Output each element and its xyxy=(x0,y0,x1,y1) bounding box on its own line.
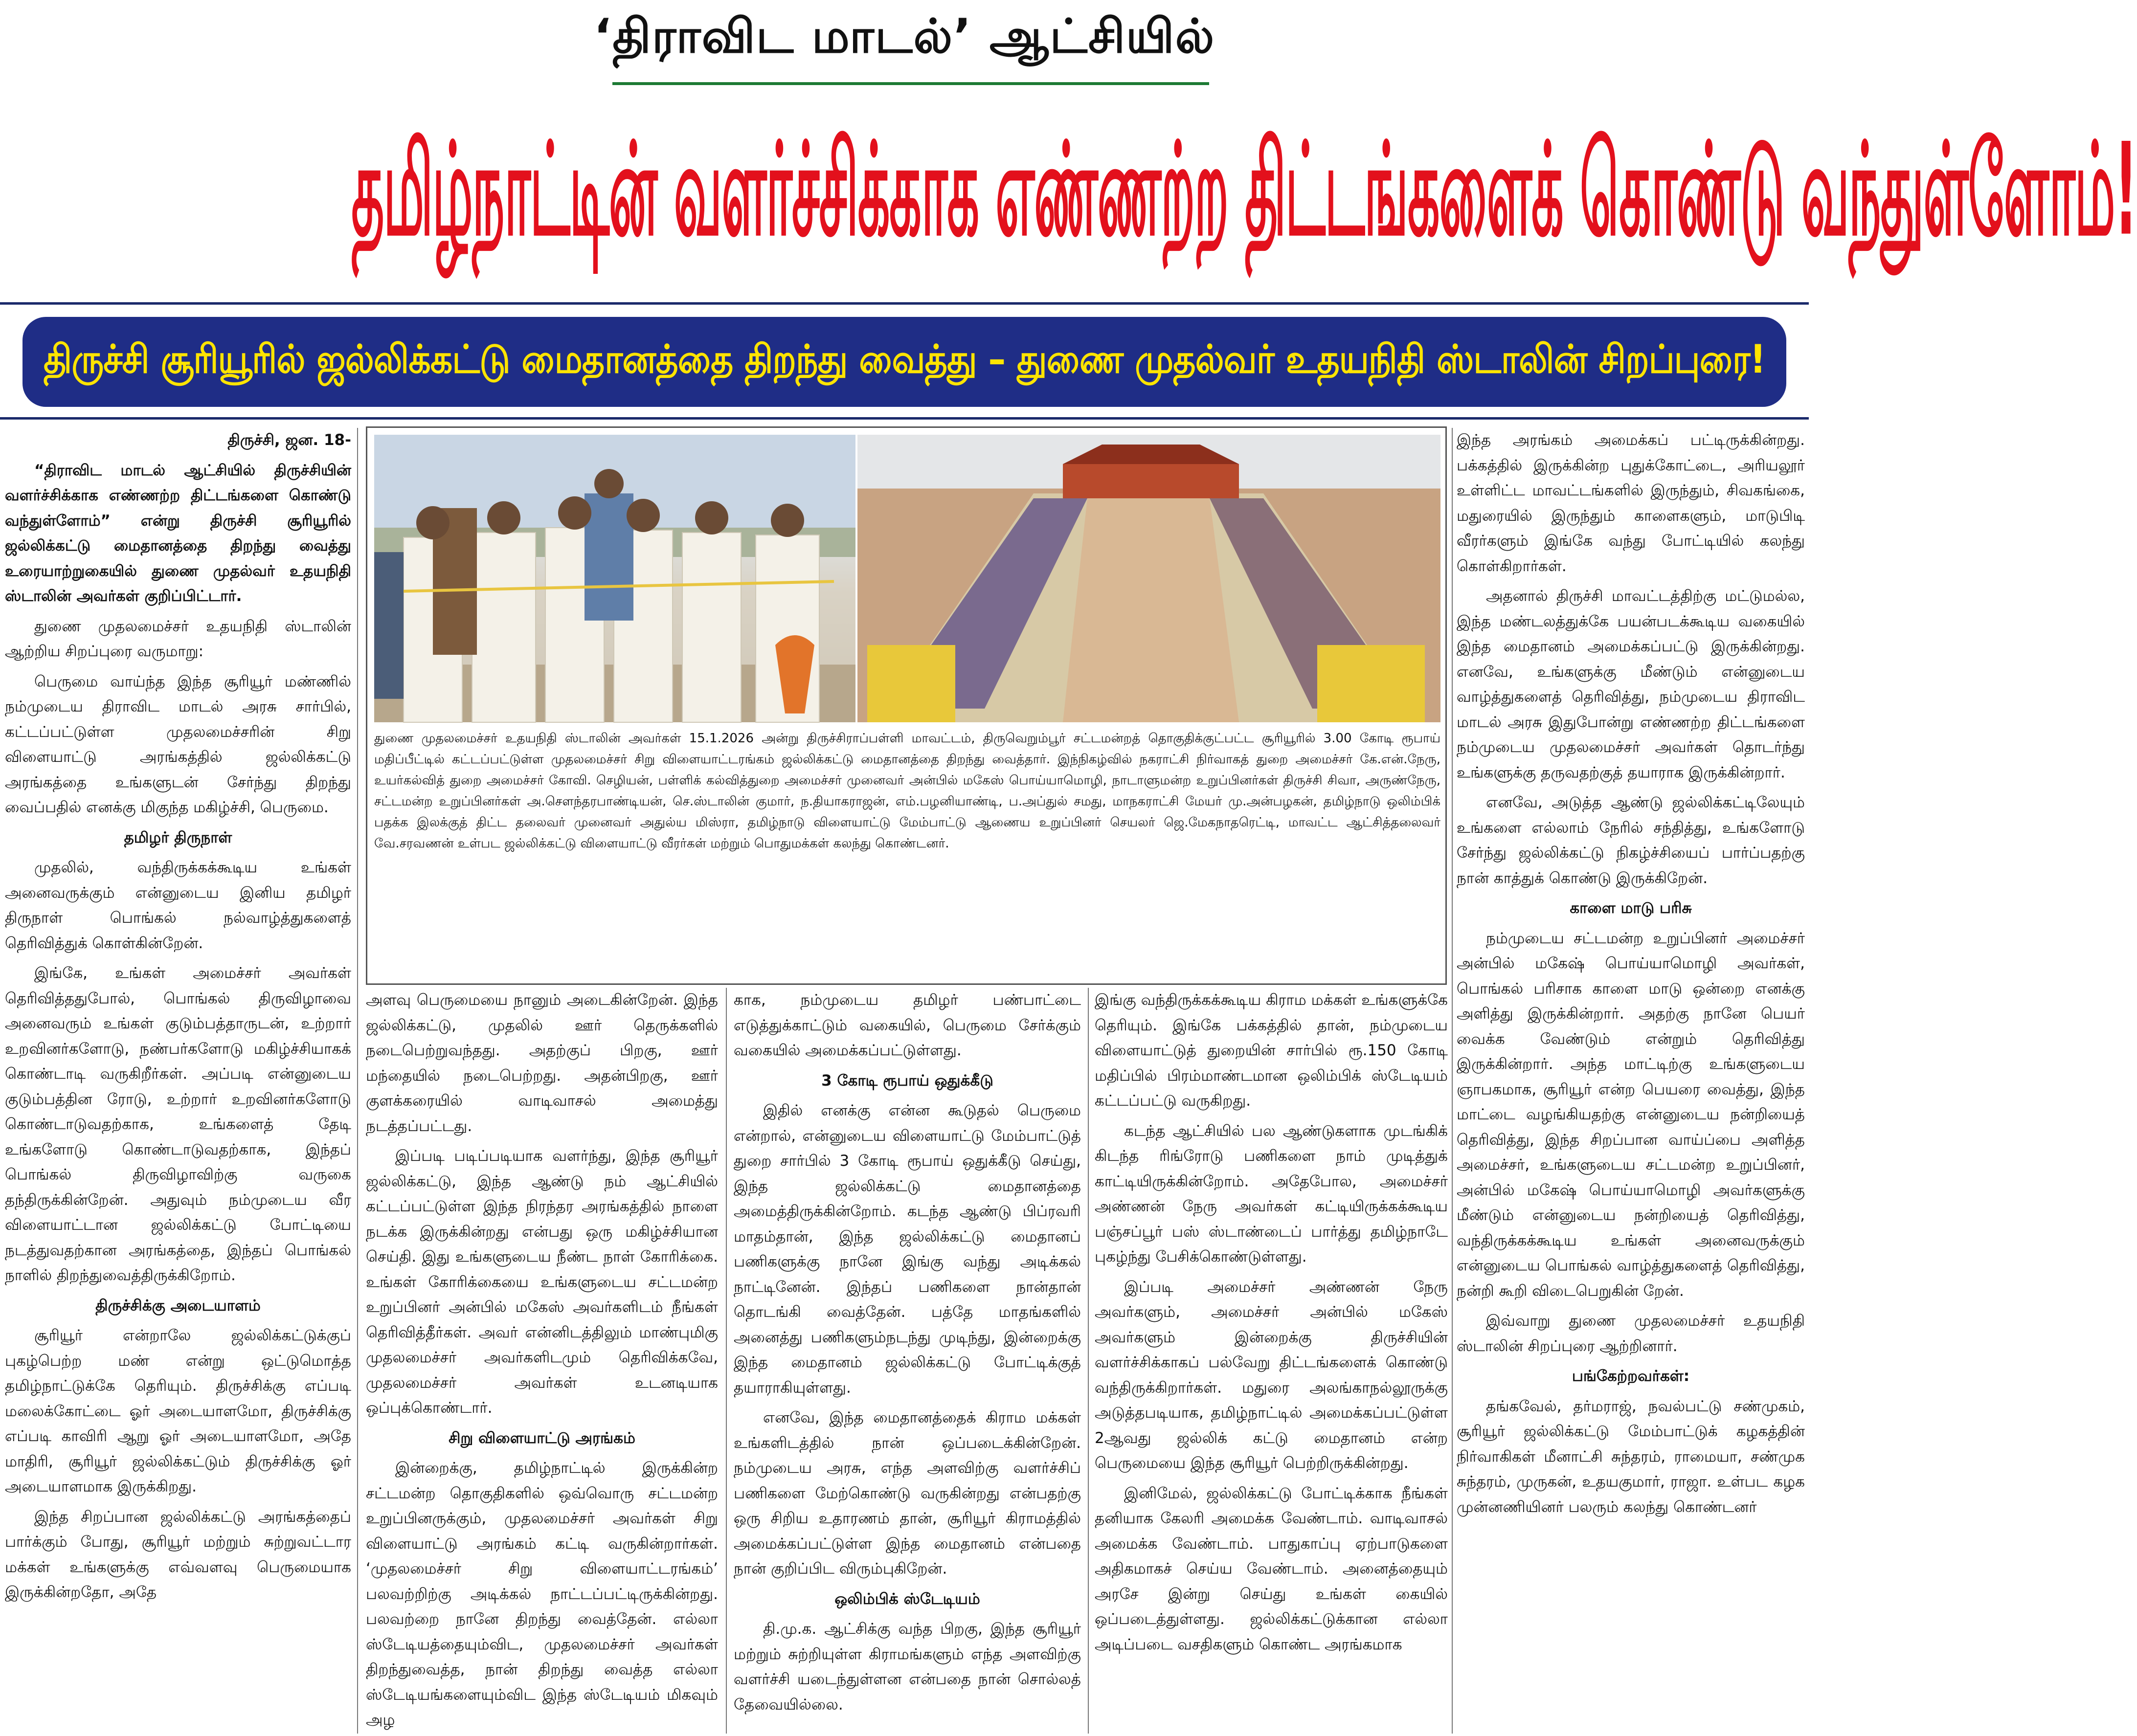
paragraph: இங்கு வந்திருக்கக்கூடிய கிராம மக்கள் உங்களுக்கே தெரியும். இங்கே பக்கத்தில் தான், நம்முடைய விளையாட்டுத் துறையின் சார்பில் ரூ.150 கோடி மதிப்பில் பிரம்மாண்டமான ஒலிம்பிக் ஸ்டேடியம் கட்டப்பட்டு வருகிறது. xyxy=(1095,991,1448,1110)
lead-paragraph: “திராவிட மாடல் ஆட்சியில் திருச்சியின் வளர்ச்சிக்காக எண்ணற்ற திட்டங்களை கொண்டு வந்துள்ளோம்” என்று திருச்சி சூரியூரில் ஜல்லிக்கட்டு மைதானத்தை திறந்து வைத்து உரையாற்றுகையில் துணை முதல்வர் உதயநிதி ஸ்டாலின் அவர்கள் குறிப்பிட்டார். xyxy=(5,461,351,605)
paragraph: தங்கவேல், தர்மராஜ், நவல்பட்டு சண்முகம், சூரியூர் ஜல்லிக்கட்டு மேம்பாட்டுக் கழகத்தின் நிர்வாகிகள் மீனாட்சி சுந்தரம், ராமையா, சண்முக சுந்தரம், முருகன், உதயகுமார், ராஜா. உள்பட கழக முன்னணியினர் பலரும் கலந்து கொண்டனர் xyxy=(1457,1397,1805,1516)
paragraph: துணை முதலமைச்சர் உதயநிதி ஸ்டாலின் ஆற்றிய சிறப்புரை வருமாறு: xyxy=(5,617,351,660)
stadium-aerial-illustration xyxy=(857,435,1440,722)
paragraph: தி.மு.க. ஆட்சிக்கு வந்த பிறகு, இந்த சூரியூர் மற்றும் சுற்றியுள்ள கிராமங்களும் எந்த அளவிற்கு வளர்ச்சி யடைந்துள்ளன என்பதை நான் சொல்லத் தேவையில்லை. xyxy=(734,1620,1081,1714)
kicker-title: ‘திராவிட மாடல்’ ஆட்சியில் xyxy=(593,9,1215,64)
photo-block xyxy=(366,426,1447,985)
subheading: ஒலிம்பிக் ஸ்டேடியம் xyxy=(834,1590,980,1608)
paragraph: இன்றைக்கு, தமிழ்நாட்டில் இருக்கின்ற சட்டமன்ற தொகுதிகளில் ஒவ்வொரு சட்டமன்ற உறுப்பினருக்கும், முதலமைச்சர் அவர்கள் சிறு விளையாட்டு அரங்கம் கட்டி வருகின்றார்கள். ‘முதலமைச்சர் சிறு விளையாட்டரங்கம்’ பலவற்றிற்கு அடிக்கல் நாட்டப்பட்டிருக்கின்றது. பலவற்றை நானே திறந்து வைத்தேன். எல்லா ஸ்டேடியத்தையும்விட, முதலமைச்சர் அவர்கள் திறந்துவைத்த, நான் திறந்து வைத்த எல்லா ஸ்டேடியங்களையும்விட இந்த ஸ்டேடியம் மிகவும் அழ xyxy=(366,1459,718,1729)
dateline: திருச்சி, ஜன. 18- xyxy=(227,431,351,449)
article-column-1 xyxy=(5,428,351,1734)
paragraph: பெருமை வாய்ந்த இந்த சூரியூர் மண்ணில் நம்முடைய திராவிட மாடல் அரசு சார்பில், கட்டப்பட்டுள்ள முதலமைச்சரின் சிறு விளையாட்டு அரங்கத்தில் ஜல்லிக்கட்டு அரங்கத்தை உங்களுடன் சேர்ந்து திறந்து வைப்பதில் எனக்கு மிகுந்த மகிழ்ச்சி, பெருமை. xyxy=(5,672,351,816)
inauguration-photo xyxy=(374,435,855,722)
article-column-4 xyxy=(1095,988,1448,1734)
paragraph: இனிமேல், ஜல்லிக்கட்டு போட்டிக்காக நீங்கள் தனியாக கேலரி அமைக்க வேண்டாம். வாடிவாசல் அமைக்க வேண்டாம். பாதுகாப்பு ஏற்பாடுகளை அதிகமாகச் செய்ய வேண்டாம். அனைத்தையும் அரசே இன்று செய்து உங்கள் கையில் ஒப்படைத்துள்ளது. ஜல்லிக்கட்டுக்கான எல்லா அடிப்படை வசதிகளும் கொண்ட அரங்கமாக xyxy=(1095,1484,1448,1653)
paragraph: கடந்த ஆட்சியில் பல ஆண்டுகளாக முடங்கிக் கிடந்த ரிங்ரோடு பணிகளை நாம் முடித்துக் காட்டியிருக்கின்றோம். அதேபோல, அமைச்சர் அண்ணன் நேரு அவர்கள் கட்டியிருக்கக்கூடிய பஞ்சப்பூர் பஸ் ஸ்டாண்டைப் பார்த்து தமிழ்நாடே புகழ்ந்து பேசிக்கொண்டுள்ளது. xyxy=(1095,1122,1448,1266)
subheading: காளை மாடு பரிசு xyxy=(1570,899,1692,917)
paragraph: இந்த அரங்கம் அமைக்கப் பட்டிருக்கின்றது. பக்கத்தில் இருக்கின்ற புதுக்கோட்டை, அரியலூர் உள்ளிட்ட மாவட்டங்களில் இருந்தும், சிவகங்கை, மதுரையில் இருந்தும் காளைகளும், மாடுபிடி வீரர்களும் இங்கே வந்து போட்டியில் கலந்து கொள்கிறார்கள். xyxy=(1457,431,1805,575)
paragraph: சூரியூர் என்றாலே ஜல்லிக்கட்டுக்குப் புகழ்பெற்ற மண் என்று ஒட்டுமொத்த தமிழ்நாட்டுக்கே தெரியும். திருச்சிக்கு எப்படி மலைக்கோட்டை ஓர் அடையாளமோ, திருச்சிக்கு எப்படி காவிரி ஆறு ஓர் அடையாளமோ, அதே மாதிரி, சூரியூர் ஜல்லிக்கட்டும் திருச்சிக்கு ஓர் அடையாளமாக இருக்கிறது. xyxy=(5,1327,351,1495)
paragraph: நம்முடைய சட்டமன்ற உறுப்பினர் அமைச்சர் அன்பில் மகேஷ் பொய்யாமொழி அவர்கள், பொங்கல் பரிசாக காளை மாடு ஒன்றை எனக்கு அளித்து இருக்கின்றார். அதற்கு நானே பெயர் வைக்க வேண்டும் என்றும் தெரிவித்து இருக்கின்றார். அந்த மாட்டிற்கு உங்களுடைய ஞாபகமாக, சூரியூர் என்ற பெயரை வைத்து, இந்த மாட்டை வழங்கியதற்கு என்னுடைய நன்றியைத் தெரிவித்து, இந்த சிறப்பான வாய்ப்பை அளித்த அமைச்சர், உங்களுடைய சட்டமன்ற உறுப்பினர், அன்பில் மகேஷ் பொய்யாமொழி அவர்களுக்கு மீண்டும் என்னுடைய நன்றியைத் தெரிவித்து, வந்திருக்கக்கூடிய உங்கள் அனைவருக்கும் என்னுடைய பொங்கல் வாழ்த்துகளைத் தெரிவித்து, நன்றி கூறி விடைபெறுகின் றேன். xyxy=(1457,929,1805,1300)
deck-banner xyxy=(22,317,1786,407)
paragraph: இப்படி படிப்படியாக வளர்ந்து, இந்த சூரியூர் ஜல்லிக்கட்டு, இந்த ஆண்டு நம் ஆட்சியில் கட்டப்பட்டுள்ள இந்த நிரந்தர அரங்கத்தில் நாளை நடக்க இருக்கின்றது என்பது ஒரு மகிழ்ச்சியான செய்தி. இது உங்களுடைய நீண்ட நாள் கோரிக்கை. உங்கள் கோரிக்கையை உங்களுடைய சட்டமன்ற உறுப்பினர் அன்பில் மகேஸ் அவர்களிடம் நீங்கள் தெரிவித்தீர்கள். அவர் என்னிடத்திலும் மாண்புமிகு முதலமைச்சர் அவர்களிடமும் தெரிவிக்கவே, முதலமைச்சர் அவர்கள் உடனடியாக ஒப்புக்கொண்டார். xyxy=(366,1147,718,1417)
paragraph: எனவே, அடுத்த ஆண்டு ஜல்லிக்கட்டிலேயும் உங்களை எல்லாம் நேரில் சந்தித்து, உங்களோடு சேர்ந்து ஜல்லிக்கட்டு நிகழ்ச்சியைப் பார்ப்பதற்கு நான் காத்துக் கொண்டு இருக்கிறேன். xyxy=(1457,794,1805,887)
kicker-underline xyxy=(612,82,1209,85)
article-column-3 xyxy=(734,988,1081,1734)
paragraph: இந்த சிறப்பான ஜல்லிக்கட்டு அரங்கத்தைப் பார்க்கும் போது, சூரியூர் மற்றும் சுற்றுவட்டார மக்கள் உங்களுக்கு எவ்வளவு பெருமையாக இருக்கின்றதோ, அதே xyxy=(5,1508,351,1601)
main-headline: தமிழ்நாட்டின் வளர்ச்சிக்காக எண்ணற்ற திட்டங்களைக் கொண்டு வந்துள்ளோம்! xyxy=(351,115,2137,264)
paragraph: இங்கே, உங்கள் அமைச்சர் அவர்கள் தெரிவித்ததுபோல், பொங்கல் திருவிழாவை அனைவரும் உங்கள் குடும்பத்தாருடன், உற்றார் உறவினர்களோடு, நண்பர்களோடு மகிழ்ச்சியாகக் கொண்டாடி வருகிறீர்கள். அப்படி என்னுடைய குடும்பத்தின ரோடு, உற்றார் உறவினர்களோடு கொண்டாடுவதற்காக, உங்களைத் தேடி உங்களோடு கொண்டாடுவதற்காக, இந்தப் பொங்கல் திருவிழாவிற்கு வருகை தந்திருக்கின்றேன். அதுவும் நம்முடைய வீர விளையாட்டான ஜல்லிக்கட்டு போட்டியை நடத்துவதற்கான அரங்கத்தை, இந்தப் பொங்கல் நாளில் திறந்துவைத்திருக்கிறோம். xyxy=(5,964,351,1284)
paragraph: எனவே, இந்த மைதானத்தைக் கிராம மக்கள் உங்களிடத்தில் நான் ஒப்படைக்கின்றேன். நம்முடைய அரசு, எந்த அளவிற்கு வளர்ச்சிப் பணிகளை மேற்கொண்டு வருகின்றது என்பதற்கு ஒரு சிறிய உதாரணம் தான், சூரியூர் கிராமத்தில் அமைக்கப்பட்டுள்ள இந்த மைதானம் என்பதை நான் குறிப்பிட விரும்புகிறேன். xyxy=(734,1409,1081,1578)
paragraph: அதனால் திருச்சி மாவட்டத்திற்கு மட்டுமல்ல, இந்த மண்டலத்துக்கே பயன்படக்கூடிய வகையில் இந்த மைதானம் அமைக்கப்பட்டு இருக்கின்றது. எனவே, உங்களுக்கு மீண்டும் என்னுடைய வாழ்த்துகளைத் தெரிவித்து, நம்முடைய திராவிட மாடல் அரசு இதுபோன்று எண்ணற்ற திட்டங்களை நம்முடைய முதலமைச்சர் அவர்கள் தொடர்ந்து உங்களுக்கு தருவதற்குத் தயாராக இருக்கின்றார். xyxy=(1457,587,1805,781)
paragraph: அளவு பெருமையை நானும் அடைகின்றேன். இந்த ஜல்லிக்கட்டு, முதலில் ஊர் தெருக்களில் நடைபெற்றுவந்தது. அதற்குப் பிறகு, ஊர் மந்தையில் நடைபெற்றது. அதன்பிறகு, ஊர் குளக்கரையில் வாடிவாசல் அமைத்து நடத்தப்பட்டது. xyxy=(366,991,718,1135)
subheading: தமிழர் திருநாள் xyxy=(124,828,232,846)
column-rule xyxy=(357,428,358,1734)
subheading: திருச்சிக்கு அடையாளம் xyxy=(95,1296,261,1314)
subheading: சிறு விளையாட்டு அரங்கம் xyxy=(449,1429,635,1447)
inauguration-photo-illustration xyxy=(374,435,855,722)
article-column-2 xyxy=(366,988,718,1734)
paragraph: இவ்வாறு துணை முதலமைச்சர் உதயநிதி ஸ்டாலின் சிறப்புரை ஆற்றினார். xyxy=(1457,1312,1805,1355)
column-rule xyxy=(1088,988,1089,1734)
paragraph: இதில் எனக்கு என்ன கூடுதல் பெருமை என்றால், என்னுடைய விளையாட்டு மேம்பாட்டுத் துறை சார்பில் 3 கோடி ரூபாய் ஒதுக்கீடு செய்து, இந்த ஜல்லிக்கட்டு மைதானத்தை அமைத்திருக்கின்றோம். கடந்த ஆண்டு பிப்ரவரி மாதம்தான், இந்த ஜல்லிக்கட்டு மைதானப் பணிகளுக்கு நானே இங்கு வந்து அடிக்கல் நாட்டினேன். இந்தப் பணிகளை நான்தான் தொடங்கி வைத்தேன். பத்தே மாதங்களில் அனைத்து பணிகளும்நடந்து முடிந்து, இன்றைக்கு இந்த மைதானம் ஜல்லிக்கட்டு போட்டிக்குத் தயாராகியுள்ளது. xyxy=(734,1102,1081,1397)
paragraph: காக, நம்முடைய தமிழர் பண்பாட்டை எடுத்துக்காட்டும் வகையில், பெருமை சேர்க்கும் வகையில் அமைக்கப்பட்டுள்ளது. xyxy=(734,991,1081,1059)
paragraph: முதலில், வந்திருக்கக்கூடிய உங்கள் அனைவருக்கும் என்னுடைய இனிய தமிழர் திருநாள் பொங்கல் நல்வாழ்த்துகளைத் தெரிவித்துக் கொள்கின்றேன். xyxy=(5,859,351,952)
article-column-5 xyxy=(1457,428,1805,1734)
paragraph: இப்படி அமைச்சர் அண்ணன் நேரு அவர்களும், அமைச்சர் அன்பில் மகேஸ் அவர்களும் இன்றைக்கு திருச்சியின் வளர்ச்சிக்காகப் பல்வேறு திட்டங்களைக் கொண்டு வந்திருக்கிறார்கள். மதுரை அலங்காநல்லூருக்கு அடுத்தபடியாக, தமிழ்நாட்டில் அமைக்கப்பட்டுள்ள 2ஆவது ஜல்லிக் கட்டு மைதானம் என்ற பெருமையை இந்த சூரியூர் பெற்றிருக்கின்றது. xyxy=(1095,1278,1448,1472)
photo-caption: துணை முதலமைச்சர் உதயநிதி ஸ்டாலின் அவர்கள் 15.1.2026 அன்று திருச்சிராப்பள்ளி மாவட்டம், திருவெறும்பூர் சட்டமன்றத் தொகுதிக்குட்பட்ட சூரியூரில் 3.00 கோடி ரூபாய் மதிப்பீட்டில் கட்டப்பட்டுள்ள முதலமைச்சர் சிறு விளையாட்டரங்கம் ஜல்லிக்கட்டு மைதானத்தை திறந்து வைத்தார். இந்நிகழ்வில் நகராட்சி நிர்வாகத் துறை அமைச்சர் கே.என்.நேரு, உயர்கல்வித் துறை அமைச்சர் கோவி. செழியன், பள்ளிக் கல்வித்துறை அமைச்சர் முனைவர் அன்பில் மகேஸ் பொய்யாமொழி, நாடாளுமன்ற உறுப்பினர்கள் திருச்சி சிவா, அருண்நேரு, சட்டமன்ற உறுப்பினர்கள் அ.சௌந்தரபாண்டியன், செ.ஸ்டாலின் குமார், ந.தியாகராஜன், எம்.பழனியாண்டி, ப.அப்துல் சமது, மாநகராட்சி மேயர் மு.அன்பழகன், தமிழ்நாடு ஒலிம்பிக் பதக்க இலக்குத் திட்ட தலைவர் முனைவர் அதுல்ய மிஸ்ரா, தமிழ்நாடு விளையாட்டு மேம்பாட்டு ஆணைய உறுப்பினர் செயலர் ஜெ.மேகநாதரெட்டி, மாவட்ட ஆட்சித்தலைவர் வே.சரவணன் உள்பட ஜல்லிக்கட்டு விளையாட்டு வீரர்கள் மற்றும் பொதுமக்கள் கலந்து கொண்டனர். xyxy=(374,731,1440,851)
subheading: 3 கோடி ரூபாய் ஒதுக்கீடு xyxy=(821,1071,993,1090)
deck-text: திருச்சி சூரியூரில் ஜல்லிக்கட்டு மைதானத்தை திறந்து வைத்து – துணை முதல்வர் உதயநிதி ஸ்டாலின் சிறப்புரை! xyxy=(43,336,1766,382)
column-rule xyxy=(726,988,727,1734)
subheading: பங்கேற்றவர்கள்: xyxy=(1572,1367,1690,1385)
stadium-aerial-photo xyxy=(857,435,1440,722)
column-rule xyxy=(1452,428,1453,1734)
